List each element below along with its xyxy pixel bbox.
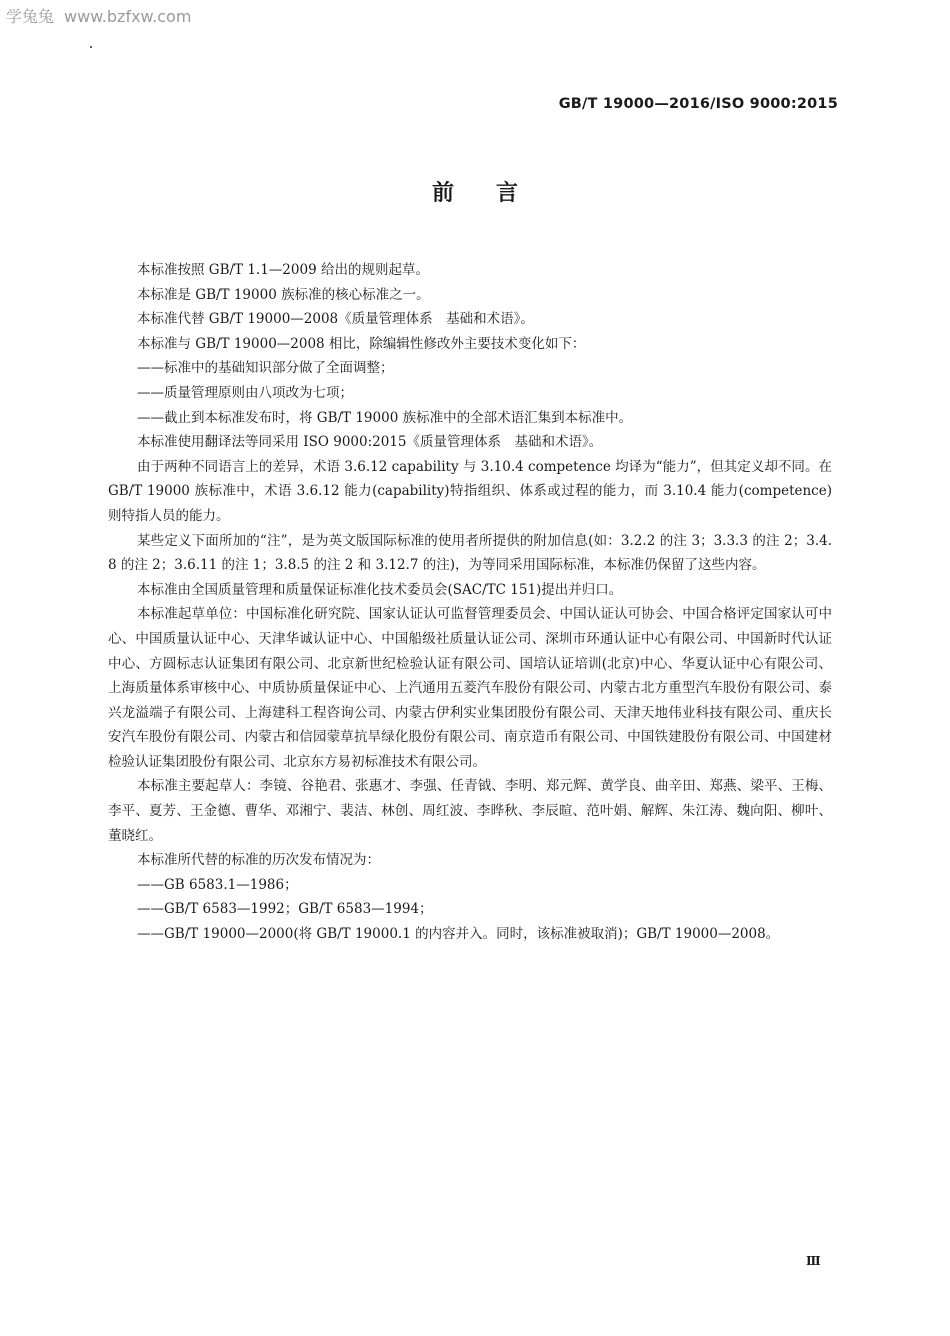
paragraph-translation: 本标准使用翻译法等同采用 ISO 9000:2015《质量管理体系 基础和术语》。 bbox=[137, 434, 603, 451]
paragraph-drafters: 本标准主要起草人：李镜、谷艳君、张惠才、李强、任青钺、李明、郑元辉、黄学良、曲辛田、郑燕、梁平、王梅、李平、夏芳、王金德、曹华、邓湘宁、裴洁、林创、周红波、李晔秋、李辰暄、范叶娟、解辉、朱江涛、魏向阳、柳叶、董晓红。 bbox=[108, 778, 832, 844]
paragraph-terminology: 由于两种不同语言上的差异，术语 3.6.12 capability 与 3.10.4 competence 均译为“能力”，但其定义却不同。在 GB/T 19000 族标准中，术语 3.6.12 能力(capability)特指组织、体系或过程的能力，而 3.10.4 能力(competence)则特指人员的能力。 bbox=[108, 458, 832, 524]
paragraph-replaces: 本标准代替 GB/T 19000—2008《质量管理体系 基础和术语》。 bbox=[137, 311, 534, 328]
paragraph-drafting-rules: 本标准按照 GB/T 1.1—2009 给出的规则起草。 bbox=[137, 262, 429, 278]
standard-code: GB/T 19000—2016/ISO 9000:2015 bbox=[558, 96, 838, 112]
paragraph-drafting-units: 本标准起草单位：中国标准化研究院、国家认证认可监督管理委员会、中国认证认可协会、中国合格评定国家认可中心、中国质量认证中心、天津华诚认证中心、中国船级社质量认证公司、深圳市环通认证中心有限公司、中国新时代认证中心、方圆标志认证集团有限公司、北京新世纪检验认证有限公司、国培认证培训(北京)中心、华夏认证中心有限公司、上海质量体系审核中心、中质协质量保证中心、上汽通用五菱汽车股份有限公司、内蒙古北方重型汽车股份有限公司、泰兴龙溢端子有限公司、上海建科工程咨询公司、内蒙古伊利实业集团股份有限公司、天津天地伟业科技有限公司、重庆长安汽车股份有限公司、内蒙古和信园蒙草抗旱绿化股份有限公司、南京造币有限公司、中国铁建股份有限公司、中国建材检验认证集团股份有限公司、北京东方易初标准技术有限公司。 bbox=[108, 606, 832, 770]
paragraph-history-intro: 本标准所代替的标准的历次发布情况为： bbox=[137, 852, 380, 869]
paragraph-core-standard: 本标准是 GB/T 19000 族标准的核心标准之一。 bbox=[137, 286, 430, 303]
change-item: ——质量管理原则由八项改为七项； bbox=[137, 384, 353, 401]
history-item: ——GB/T 6583—1992；GB/T 6583—1994； bbox=[137, 901, 433, 918]
page-number: Ⅲ bbox=[806, 1254, 821, 1268]
page-title: 前言 bbox=[431, 181, 560, 206]
paragraph-committee: 本标准由全国质量管理和质量保证标准化技术委员会(SAC/TC 151)提出并归口。 bbox=[137, 581, 623, 598]
paragraph-notes: 某些定义下面所加的“注”，是为英文版国际标准的使用者所提供的附加信息(如：3.2.2 的注 3；3.3.3 的注 2；3.4.8 的注 2；3.6.11 的注 1；3.8.5 的注 2 和 3.12.7 的注)，为等同采用国际标准，本标准仍保留了这些内容。 bbox=[108, 532, 832, 574]
watermark-url: www.bzfxw.com bbox=[64, 7, 192, 26]
paragraph-changes-intro: 本标准与 GB/T 19000—2008 相比，除编辑性修改外主要技术变化如下： bbox=[137, 335, 586, 352]
history-item: ——GB 6583.1—1986； bbox=[137, 876, 298, 893]
watermark bbox=[6, 4, 191, 27]
watermark-brand: 学兔兔 bbox=[6, 7, 55, 26]
change-item: ——标准中的基础知识部分做了全面调整； bbox=[137, 360, 394, 377]
scan-speck bbox=[90, 46, 92, 48]
foreword-body bbox=[108, 258, 832, 947]
history-item: ——GB/T 19000—2000(将 GB/T 19000.1 的内容并入。同时，该标准被取消)；GB/T 19000—2008。 bbox=[137, 926, 780, 943]
change-item: ——截止到本标准发布时，将 GB/T 19000 族标准中的全部术语汇集到本标准中。 bbox=[137, 409, 633, 426]
